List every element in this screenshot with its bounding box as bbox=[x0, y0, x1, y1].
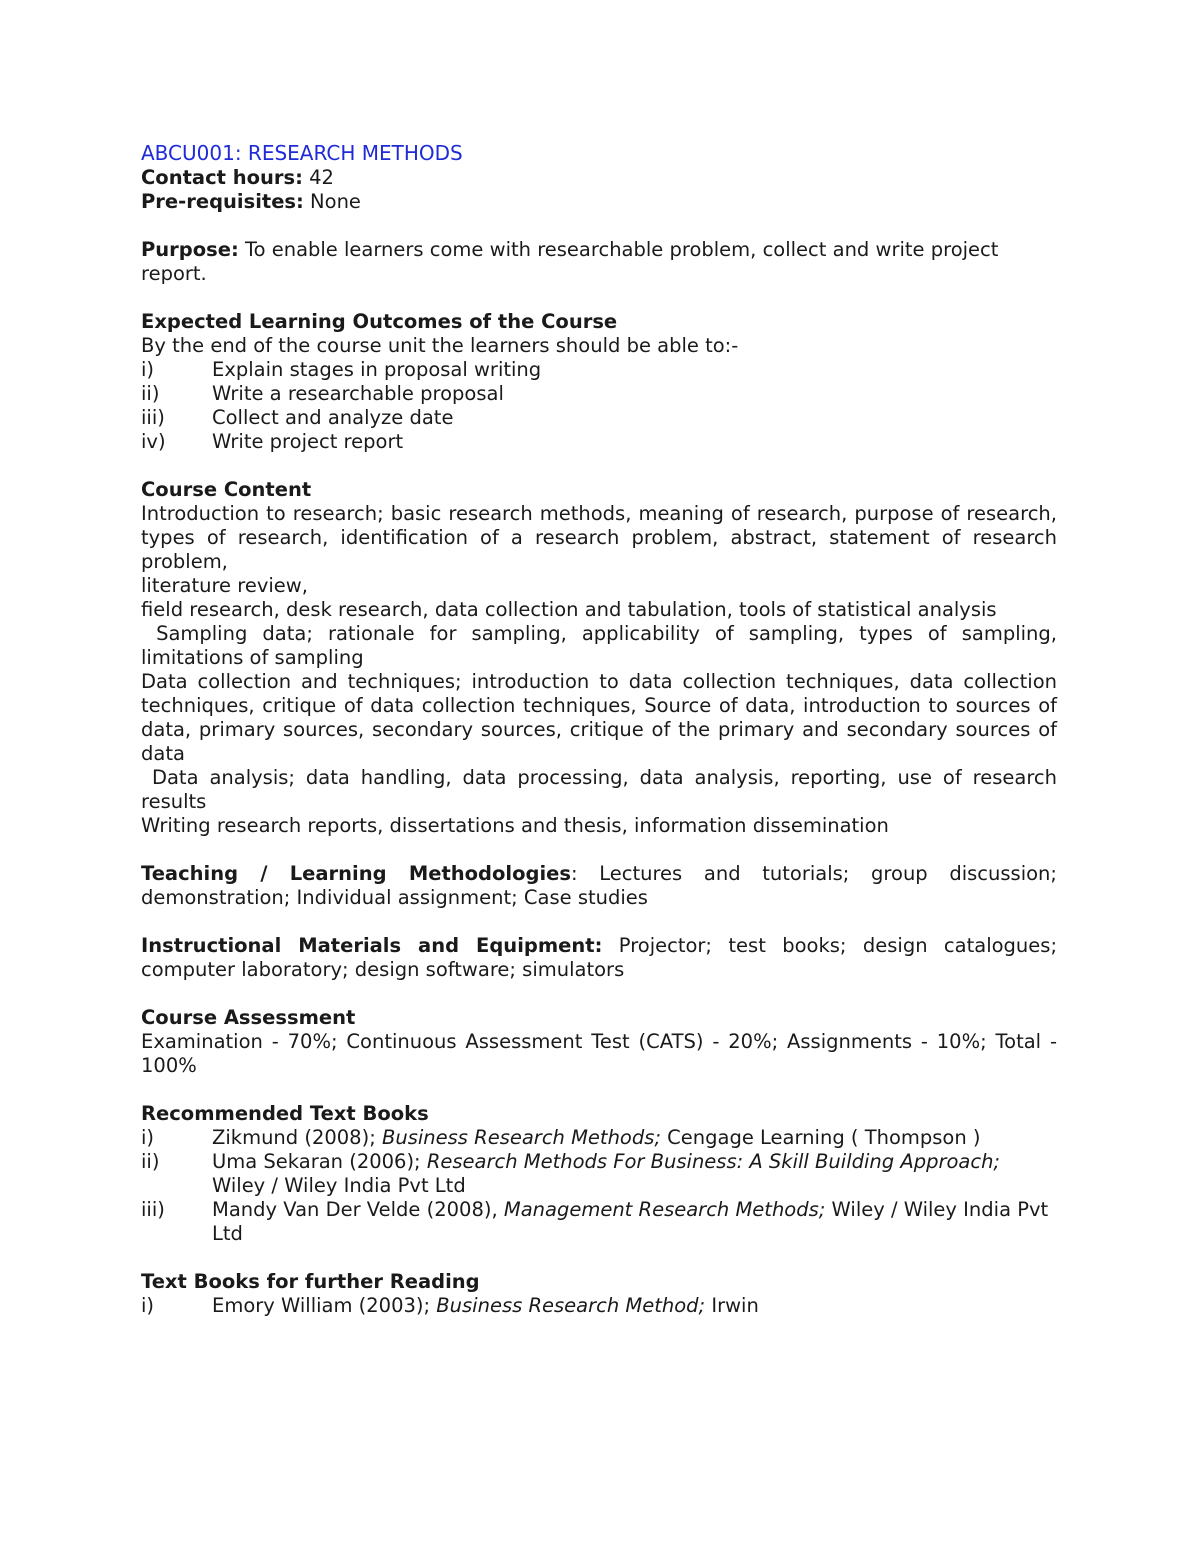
list-item-number: i) bbox=[141, 358, 155, 381]
list-item-number: iii) bbox=[141, 406, 165, 429]
list-item-text: Write project report bbox=[212, 430, 404, 453]
list-item bbox=[141, 1294, 1057, 1318]
list-item bbox=[141, 382, 1057, 406]
outcomes-list bbox=[141, 358, 1057, 454]
list-item-number: iv) bbox=[141, 430, 166, 453]
content-line: Writing research reports, dissertations and thesis, information dissemination bbox=[141, 814, 889, 837]
materials-label: Instructional Materials and Equipment: bbox=[141, 934, 603, 957]
book-title: Business Research Methods; bbox=[381, 1126, 661, 1149]
book-publisher: Wiley / Wiley India Pvt Ltd bbox=[212, 1150, 1007, 1197]
contact-hours bbox=[141, 166, 1057, 190]
list-item-text: Explain stages in proposal writing bbox=[212, 358, 542, 381]
list-item bbox=[141, 406, 1057, 430]
teaching-text: : Lectures and tutorials; group discussion; demonstration; Individual assignment; Case studies bbox=[141, 862, 1057, 909]
purpose-text: To enable learners come with researchable problem, collect and write project report. bbox=[141, 238, 999, 285]
content-line: field research, desk research, data collection and tabulation, tools of statistical analysis bbox=[141, 598, 997, 621]
list-item bbox=[141, 1150, 1057, 1198]
recommended-heading: Recommended Text Books bbox=[141, 1102, 429, 1125]
document-page bbox=[141, 140, 1064, 1318]
list-item-text: Collect and analyze date bbox=[212, 406, 454, 429]
book-title: Management Research Methods; bbox=[503, 1198, 826, 1221]
further-reading-list bbox=[141, 1294, 1057, 1318]
book-author: Uma Sekaran (2006); bbox=[212, 1150, 427, 1173]
list-item bbox=[141, 358, 1057, 382]
course-title: ABCU001: RESEARCH METHODS bbox=[141, 141, 463, 165]
list-item-number: ii) bbox=[141, 1150, 160, 1173]
assessment-text: Examination - 70%; Continuous Assessment Test (CATS) - 20%; Assignments - 10%; Total - 100% bbox=[141, 1030, 1057, 1077]
outcomes-heading: Expected Learning Outcomes of the Course bbox=[141, 310, 618, 333]
contact-hours-value: 42 bbox=[309, 166, 334, 189]
list-item-number: i) bbox=[141, 1126, 155, 1149]
book-publisher: Wiley / Wiley India Pvt Ltd bbox=[212, 1198, 1055, 1245]
book-publisher: Cengage Learning ( Thompson ) bbox=[660, 1126, 981, 1149]
list-item bbox=[141, 1126, 1057, 1150]
purpose bbox=[141, 238, 1057, 286]
assessment-heading: Course Assessment bbox=[141, 1006, 356, 1029]
content-line: Introduction to research; basic research methods, meaning of research, purpose of research, types of research, identification of a research problem, abstract, statement of research problem, bbox=[141, 502, 1057, 573]
content-line: Data analysis; data handling, data processing, data analysis, reporting, use of research results bbox=[141, 766, 1064, 813]
list-item-number: i) bbox=[141, 1294, 155, 1317]
list-item-text bbox=[212, 1150, 1057, 1198]
teaching-methodologies bbox=[141, 862, 1057, 910]
book-publisher: Irwin bbox=[705, 1294, 759, 1317]
prerequisites-value: None bbox=[310, 190, 361, 213]
book-title: Research Methods For Business: A Skill Building Approach; bbox=[426, 1150, 1000, 1173]
instructional-materials bbox=[141, 934, 1064, 982]
list-item-number: ii) bbox=[141, 382, 160, 405]
outcomes-intro: By the end of the course unit the learners should be able to:- bbox=[141, 334, 739, 357]
prerequisites-label: Pre-requisites: bbox=[141, 190, 304, 213]
content-line: Sampling data; rationale for sampling, applicability of sampling, types of sampling, limitations of sampling bbox=[141, 622, 1064, 669]
list-item bbox=[141, 430, 1057, 454]
list-item-number: iii) bbox=[141, 1198, 165, 1221]
book-title: Business Research Method; bbox=[436, 1294, 706, 1317]
further-reading-heading: Text Books for further Reading bbox=[141, 1270, 480, 1293]
list-item-text bbox=[212, 1126, 1057, 1150]
contact-hours-label: Contact hours: bbox=[141, 166, 303, 189]
prerequisites bbox=[141, 190, 1057, 214]
purpose-label: Purpose: bbox=[141, 238, 239, 261]
materials-text: Projector; test books; design catalogues; computer laboratory; design software; simulators bbox=[141, 934, 1064, 981]
recommended-list bbox=[141, 1126, 1057, 1246]
list-item-text bbox=[212, 1294, 1057, 1318]
list-item-text: Write a researchable proposal bbox=[212, 382, 504, 405]
book-author: Mandy Van Der Velde (2008), bbox=[212, 1198, 504, 1221]
content-heading: Course Content bbox=[141, 478, 312, 501]
list-item bbox=[141, 1198, 1057, 1246]
content-line: literature review, bbox=[141, 574, 308, 597]
book-author: Zikmund (2008); bbox=[212, 1126, 382, 1149]
teaching-label: Teaching / Learning Methodologies bbox=[141, 862, 571, 885]
book-author: Emory William (2003); bbox=[212, 1294, 437, 1317]
content-line: Data collection and techniques; introduction to data collection techniques, data collection techniques, critique of data collection techniques, Source of data, introduction to sources of data, primary sources, secondary sources, critique of the primary and secondary sources of data bbox=[141, 670, 1057, 765]
list-item-text bbox=[212, 1198, 1057, 1246]
